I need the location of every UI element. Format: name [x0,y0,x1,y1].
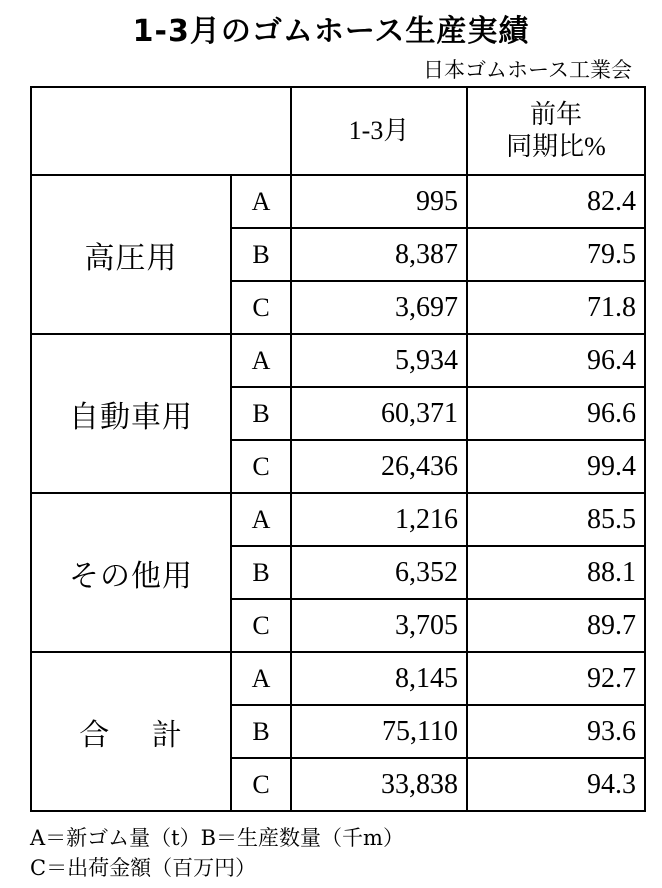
value-cell: 6,352 [291,546,467,599]
yoy-cell: 85.5 [467,493,645,546]
metric-code: C [231,440,291,493]
header-yoy-line1: 前年 [529,99,582,129]
yoy-cell: 94.3 [467,758,645,811]
value-cell: 995 [291,175,467,228]
metric-code: B [231,546,291,599]
category-label: 自動車用 [31,334,231,493]
yoy-cell: 93.6 [467,705,645,758]
value-cell: 33,838 [291,758,467,811]
metric-code: A [231,652,291,705]
metric-code: C [231,758,291,811]
yoy-cell: 96.6 [467,387,645,440]
production-table [30,86,646,812]
value-cell: 5,934 [291,334,467,387]
page-title: 1-3月のゴムホース生産実績 [132,14,530,49]
metric-code: C [231,599,291,652]
value-cell: 8,145 [291,652,467,705]
yoy-cell: 88.1 [467,546,645,599]
category-label: その他用 [31,493,231,652]
footnote-line-2: C＝出荷金額（百万円） [30,856,257,880]
yoy-cell: 82.4 [467,175,645,228]
value-cell: 26,436 [291,440,467,493]
value-cell: 3,697 [291,281,467,334]
metric-code: B [231,228,291,281]
value-cell: 60,371 [291,387,467,440]
metric-code: B [231,387,291,440]
category-label: 高圧用 [31,175,231,334]
value-cell: 1,216 [291,493,467,546]
yoy-cell: 79.5 [467,228,645,281]
value-cell: 75,110 [291,705,467,758]
metric-code: A [231,334,291,387]
table-row [31,493,645,546]
yoy-cell: 99.4 [467,440,645,493]
category-label: 合 計 [31,652,231,811]
metric-code: A [231,175,291,228]
footnote-line-1: A＝新ゴム量（t）B＝生産数量（千m） [30,826,404,850]
yoy-cell: 92.7 [467,652,645,705]
table-row [31,334,645,387]
value-cell: 3,705 [291,599,467,652]
header-yoy [467,87,645,175]
table-row [31,652,645,705]
yoy-cell: 71.8 [467,281,645,334]
table-header-row [31,87,645,175]
yoy-cell: 89.7 [467,599,645,652]
header-yoy-line2: 同期比% [506,132,606,161]
source-label: 日本ゴムホース工業会 [423,58,632,82]
metric-code: B [231,705,291,758]
yoy-cell: 96.4 [467,334,645,387]
table-row [31,175,645,228]
metric-code: C [231,281,291,334]
value-cell: 8,387 [291,228,467,281]
header-period: 1-3月 [291,87,467,175]
metric-code: A [231,493,291,546]
header-blank-cell [31,87,291,175]
